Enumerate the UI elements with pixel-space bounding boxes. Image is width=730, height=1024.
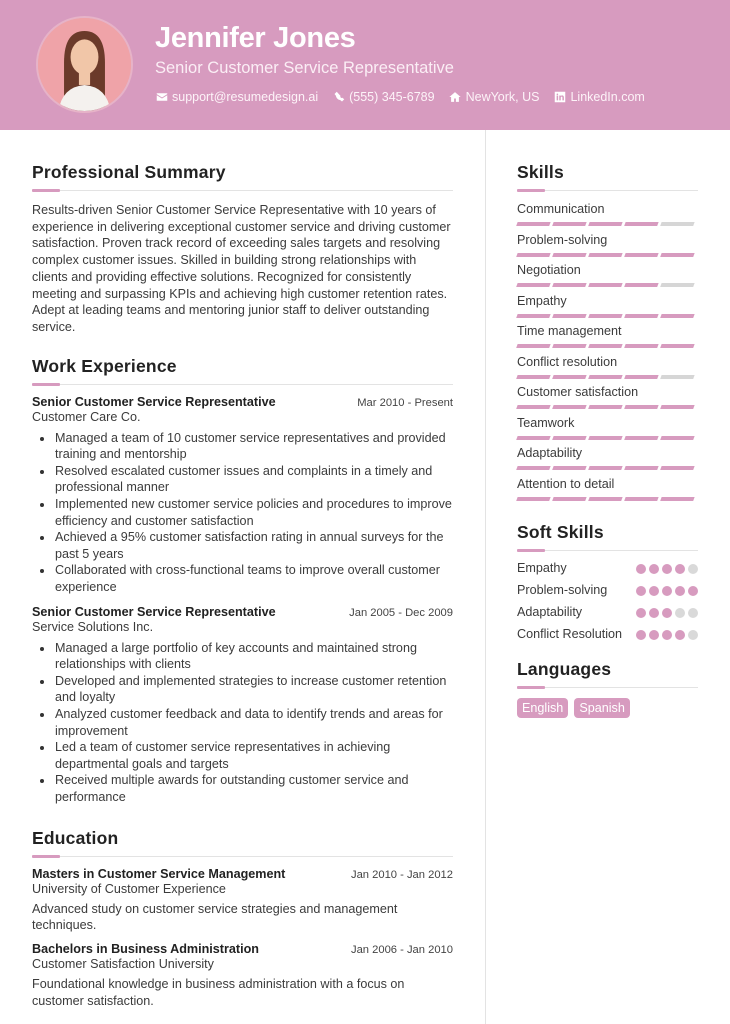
degree: Bachelors in Business Administration — [32, 941, 259, 956]
skill-level-segment — [516, 497, 550, 501]
skill-item — [517, 476, 698, 501]
language-tag: English — [517, 698, 568, 718]
school: University of Customer Experience — [32, 881, 226, 896]
skill-level-segment — [552, 375, 586, 379]
soft-skill-item — [517, 560, 698, 577]
job-bullet: Developed and implemented strategies to increase customer retention and loyalty — [32, 673, 453, 706]
rating-dot — [675, 608, 685, 618]
skill-item — [517, 232, 698, 257]
skill-level-segment — [660, 436, 694, 440]
soft-skill-rating — [636, 564, 698, 574]
rating-dot — [662, 564, 672, 574]
contact-email-label: support@resumedesign.ai — [172, 90, 319, 104]
education-dates: Jan 2006 - Jan 2010 — [350, 943, 453, 956]
skill-level-segment — [660, 344, 694, 348]
skill-level-segment — [624, 375, 658, 379]
skill-level-segment — [624, 436, 658, 440]
job-bullet: Implemented new customer service policies and procedures to improve efficiency and customer satisfaction — [32, 496, 453, 529]
rating-dot — [636, 630, 646, 640]
job-bullet: Managed a team of 10 customer service representatives and provided training and mentorship — [32, 430, 453, 463]
skill-level-segment — [624, 497, 658, 501]
school: Customer Satisfaction University — [32, 956, 214, 971]
rating-dot — [688, 564, 698, 574]
skill-level-segment — [588, 405, 622, 409]
education-dates: Jan 2010 - Jan 2012 — [350, 868, 453, 881]
skill-level-segment — [660, 222, 694, 226]
job-entry — [32, 395, 453, 596]
skill-item — [517, 354, 698, 379]
job-header — [32, 395, 453, 409]
section-rule — [517, 190, 698, 191]
skill-level-segment — [516, 283, 550, 287]
skill-level-segment — [516, 314, 550, 318]
skill-level-segment — [516, 222, 550, 226]
skill-level-segment — [588, 497, 622, 501]
languages-list — [517, 698, 698, 718]
home-icon — [449, 91, 462, 104]
skill-level-segment — [660, 466, 694, 470]
rating-dot — [649, 586, 659, 596]
skill-level-segment — [552, 466, 586, 470]
sidebar-column — [517, 130, 698, 718]
skill-level-segment — [624, 314, 658, 318]
skill-label: Time management — [517, 324, 622, 338]
skill-label: Empathy — [517, 293, 567, 308]
job-company: Service Solutions Inc. — [32, 619, 154, 634]
education-description: Foundational knowledge in business administration with a focus on customer satisfaction. — [32, 976, 405, 1008]
skill-level-segment — [516, 436, 550, 440]
skill-level-segment — [624, 405, 658, 409]
job-header — [32, 605, 453, 619]
skill-level-segment — [552, 253, 586, 257]
soft-skill-item — [517, 582, 698, 599]
language-tag: Spanish — [574, 698, 630, 718]
contact-linkedin[interactable] — [553, 90, 644, 104]
soft-skill-item — [517, 626, 698, 643]
skill-level-bar — [517, 344, 698, 348]
skill-level-segment — [516, 466, 550, 470]
education-entry — [32, 867, 453, 934]
skill-label: Communication — [517, 202, 605, 216]
education-description: Advanced study on customer service strategies and management techniques. — [32, 901, 398, 933]
skill-item — [517, 384, 698, 409]
summary-text: Results-driven Senior Customer Service Representative with 10 years of experience in delivering exceptional customer service and driving customer satisfaction. Proven track record of exceeding sales targets and resolving complex customer issues. Skilled in building strong relationships with clients and providing effective solutions. Recognized for consistently meeting and surpassing KPIs and achieving high customer retention rates. Adept at leading teams and mentoring junior staff to deliver outstanding service. — [32, 203, 451, 334]
education-section — [32, 828, 453, 1010]
job-title: Senior Customer Service Representative — [32, 394, 276, 409]
skill-level-segment — [516, 253, 550, 257]
column-divider — [485, 130, 486, 1024]
skill-level-segment — [552, 314, 586, 318]
skill-level-segment — [588, 283, 622, 287]
section-heading: Work Experience — [32, 355, 177, 376]
soft-skills-list — [517, 560, 698, 643]
rating-dot — [688, 630, 698, 640]
skill-level-bar — [517, 497, 698, 501]
rating-dot — [688, 608, 698, 618]
rating-dot — [662, 630, 672, 640]
skill-level-segment — [624, 253, 658, 257]
soft-skill-label: Adaptability — [517, 605, 583, 619]
contact-list — [155, 90, 659, 104]
rating-dot — [675, 630, 685, 640]
experience-section — [32, 356, 453, 806]
skill-level-segment — [624, 466, 658, 470]
section-rule — [32, 856, 453, 857]
skill-level-segment — [660, 253, 694, 257]
skill-level-bar — [517, 253, 698, 257]
contact-location — [449, 90, 540, 104]
skill-level-segment — [660, 405, 694, 409]
section-heading: Soft Skills — [517, 522, 604, 542]
skill-label: Problem-solving — [517, 232, 608, 247]
skill-level-segment — [660, 314, 694, 318]
rating-dot — [675, 564, 685, 574]
phone-icon — [332, 91, 345, 104]
skill-level-segment — [660, 375, 694, 379]
skill-level-segment — [552, 497, 586, 501]
rating-dot — [649, 608, 659, 618]
job-bullet: Led a team of customer service representatives in achieving departmental goals and targets — [32, 739, 453, 772]
skill-label: Conflict resolution — [517, 354, 618, 369]
skill-level-segment — [588, 344, 622, 348]
skill-level-segment — [660, 497, 694, 501]
section-rule — [32, 190, 453, 191]
section-rule — [517, 550, 698, 551]
skill-level-bar — [517, 375, 698, 379]
skill-label: Adaptability — [517, 446, 583, 460]
skill-level-segment — [624, 283, 658, 287]
candidate-title: Senior Customer Service Representative — [155, 59, 454, 77]
skill-item — [517, 323, 698, 348]
job-entry — [32, 605, 453, 806]
summary-section — [32, 162, 453, 336]
skill-item — [517, 293, 698, 318]
skill-item — [517, 262, 698, 287]
skill-item — [517, 445, 698, 470]
skill-level-bar — [517, 283, 698, 287]
contact-location-label: NewYork, US — [465, 90, 540, 104]
job-bullet: Resolved escalated customer issues and complaints in a timely and professional manner — [32, 463, 453, 496]
skill-label: Negotiation — [517, 263, 581, 277]
soft-skill-label: Conflict Resolution — [517, 627, 622, 641]
job-bullet: Received multiple awards for outstanding customer service and performance — [32, 772, 453, 805]
soft-skill-rating — [636, 630, 698, 640]
skill-level-segment — [624, 222, 658, 226]
skill-level-bar — [517, 405, 698, 409]
rating-dot — [649, 564, 659, 574]
soft-skill-item — [517, 604, 698, 621]
soft-skill-rating — [636, 586, 698, 596]
job-bullet: Collaborated with cross-functional teams to improve overall customer experience — [32, 562, 453, 595]
skill-level-segment — [588, 375, 622, 379]
skills-list — [517, 201, 698, 500]
skill-level-segment — [516, 344, 550, 348]
candidate-name: Jennifer Jones — [155, 22, 356, 54]
job-bullet: Analyzed customer feedback and data to identify trends and areas for improvement — [32, 706, 453, 739]
skill-level-segment — [516, 375, 550, 379]
avatar — [36, 16, 133, 113]
rating-dot — [636, 608, 646, 618]
skill-level-segment — [552, 222, 586, 226]
rating-dot — [688, 586, 698, 596]
soft-skill-label: Problem-solving — [517, 583, 608, 597]
contact-linkedin-label: LinkedIn.com — [570, 90, 645, 104]
skill-label: Teamwork — [517, 415, 575, 430]
skill-level-segment — [552, 436, 586, 440]
job-company: Customer Care Co. — [32, 409, 141, 424]
job-bullets — [32, 640, 453, 806]
skill-level-bar — [517, 436, 698, 440]
rating-dot — [662, 586, 672, 596]
education-header — [32, 867, 453, 881]
skill-level-segment — [588, 466, 622, 470]
languages-section — [517, 659, 698, 718]
skill-level-bar — [517, 466, 698, 470]
section-heading: Professional Summary — [32, 162, 226, 182]
skill-level-bar — [517, 314, 698, 318]
contact-phone-label: (555) 345-6789 — [349, 90, 435, 104]
degree: Masters in Customer Service Management — [32, 866, 286, 881]
main-column — [32, 130, 453, 1009]
rating-dot — [636, 586, 646, 596]
skill-level-segment — [552, 405, 586, 409]
skills-section — [517, 162, 698, 500]
section-rule — [32, 384, 453, 385]
rating-dot — [649, 630, 659, 640]
skill-level-bar — [517, 222, 698, 226]
section-heading: Languages — [517, 659, 612, 679]
contact-phone[interactable] — [332, 90, 434, 104]
contact-email[interactable] — [155, 90, 318, 104]
section-rule — [517, 687, 698, 688]
skill-level-segment — [660, 283, 694, 287]
rating-dot — [662, 608, 672, 618]
skill-item — [517, 415, 698, 440]
skill-label: Customer satisfaction — [517, 385, 639, 399]
soft-skill-label: Empathy — [517, 561, 567, 575]
section-heading: Education — [32, 827, 119, 848]
linkedin-icon — [553, 91, 566, 104]
job-dates: Jan 2005 - Dec 2009 — [349, 606, 453, 619]
skill-level-segment — [588, 436, 622, 440]
section-heading: Skills — [517, 162, 564, 182]
education-header — [32, 942, 453, 956]
skill-level-segment — [624, 344, 658, 348]
job-bullets — [32, 430, 453, 596]
email-icon — [155, 91, 168, 104]
resume-header — [0, 0, 730, 130]
skill-item — [517, 201, 698, 226]
skill-label: Attention to detail — [517, 476, 615, 491]
skill-level-segment — [588, 222, 622, 226]
soft-skill-rating — [636, 608, 698, 618]
skill-level-segment — [552, 344, 586, 348]
job-bullet: Achieved a 95% customer satisfaction rating in annual surveys for the past 5 years — [32, 529, 453, 562]
skill-level-segment — [588, 253, 622, 257]
job-title: Senior Customer Service Representative — [32, 604, 276, 619]
education-entry — [32, 942, 453, 1009]
job-bullet: Managed a large portfolio of key accounts and maintained strong relationships with clients — [32, 640, 453, 673]
skill-level-segment — [588, 314, 622, 318]
rating-dot — [636, 564, 646, 574]
job-dates: Mar 2010 - Present — [357, 396, 453, 409]
skill-level-segment — [516, 405, 550, 409]
rating-dot — [675, 586, 685, 596]
avatar-placeholder-icon — [38, 18, 131, 111]
skill-level-segment — [552, 283, 586, 287]
soft-skills-section — [517, 522, 698, 643]
